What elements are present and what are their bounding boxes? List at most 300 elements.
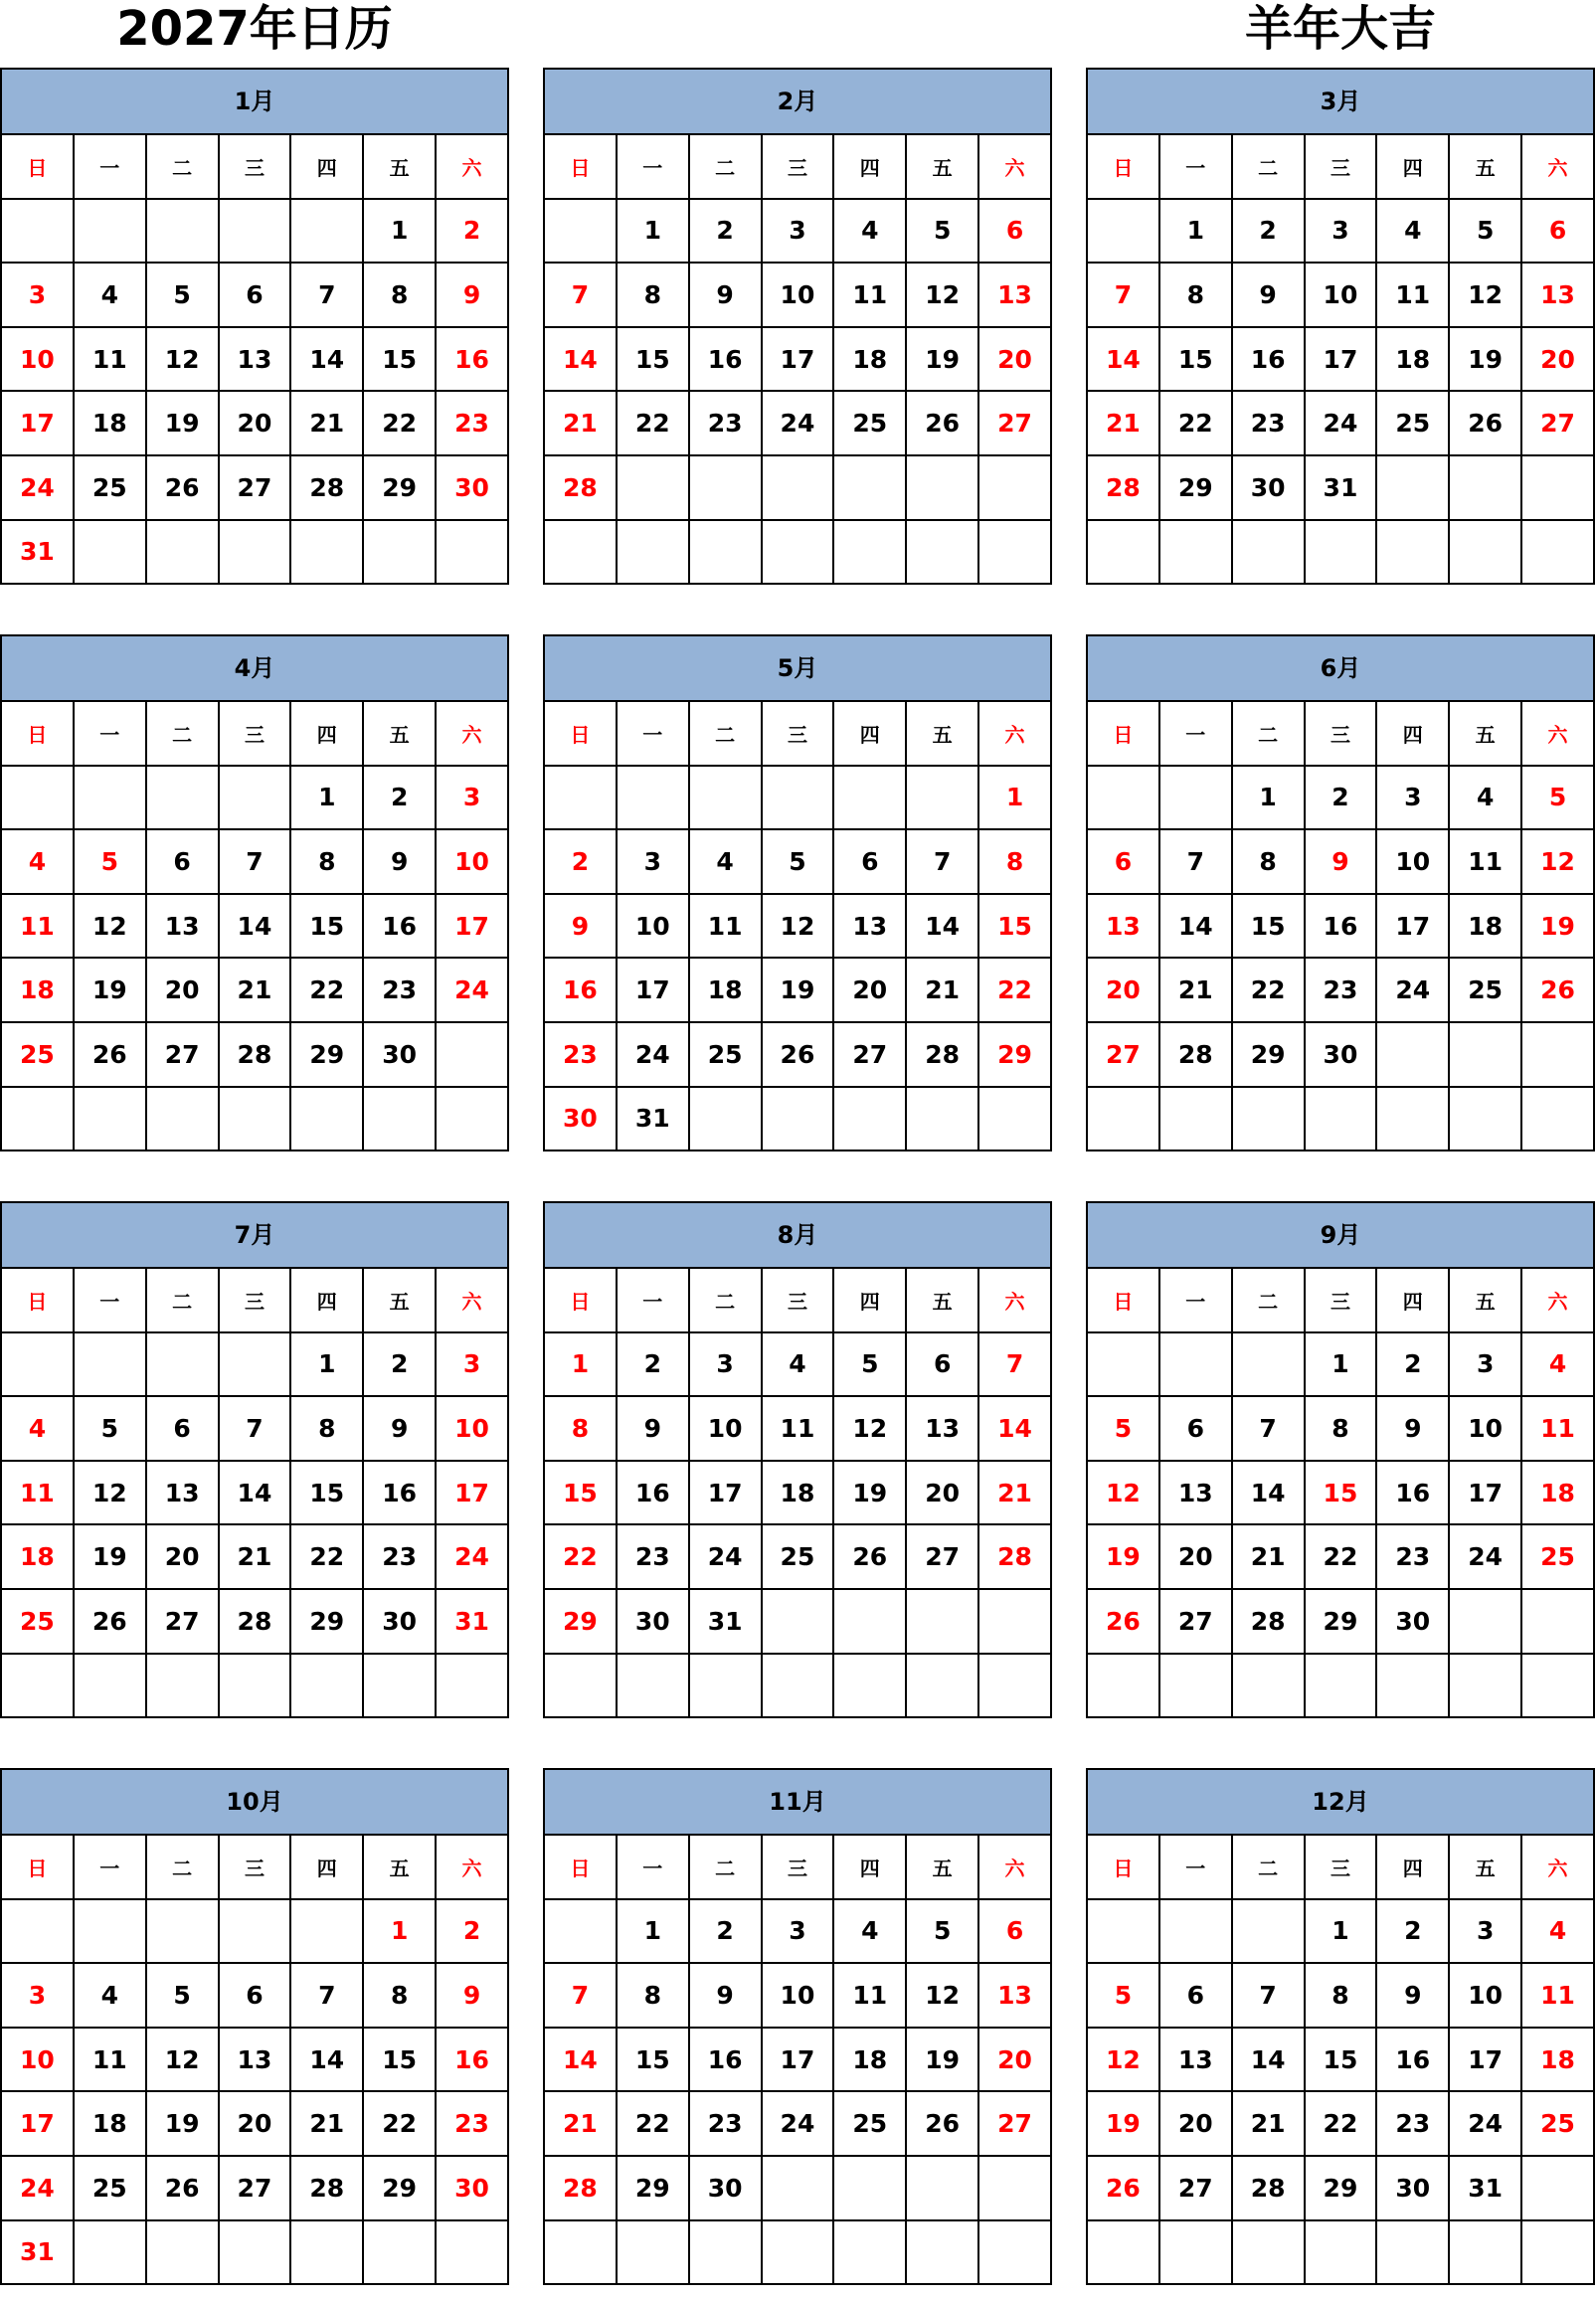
week-row	[1, 1654, 508, 1718]
day-cell: 19	[1449, 327, 1521, 392]
day-cell: 17	[1376, 894, 1449, 959]
empty-day-cell	[978, 1589, 1051, 1654]
weekday-label: 六	[1521, 701, 1594, 766]
day-cell: 28	[978, 1524, 1051, 1589]
weekday-label: 一	[1159, 134, 1232, 199]
month-block	[1086, 68, 1595, 597]
day-cell: 24	[436, 958, 508, 1022]
day-cell: 3	[762, 199, 834, 264]
empty-day-cell	[1, 1654, 74, 1718]
day-cell: 4	[833, 199, 906, 264]
weekday-header-row	[1087, 1268, 1594, 1332]
day-cell: 19	[74, 1524, 146, 1589]
day-cell: 29	[363, 455, 436, 520]
day-cell: 18	[1, 1524, 74, 1589]
day-cell: 21	[1087, 391, 1159, 455]
day-cell: 20	[1159, 1524, 1232, 1589]
day-cell: 28	[1159, 1022, 1232, 1087]
day-cell: 6	[978, 1899, 1051, 1964]
day-cell: 1	[978, 766, 1051, 830]
day-cell: 14	[1087, 327, 1159, 392]
day-cell: 25	[1376, 391, 1449, 455]
day-cell: 2	[1376, 1332, 1449, 1397]
weekday-label: 二	[689, 1835, 762, 1899]
weekday-header-row	[1087, 1835, 1594, 1899]
weekday-label: 一	[617, 1835, 689, 1899]
day-cell: 1	[544, 1332, 617, 1397]
empty-day-cell	[1159, 1087, 1232, 1151]
day-cell: 2	[436, 1899, 508, 1964]
day-cell: 2	[617, 1332, 689, 1397]
weekday-label: 三	[762, 1268, 834, 1332]
empty-day-cell	[1305, 1087, 1377, 1151]
day-cell: 8	[617, 1963, 689, 2028]
day-cell: 3	[1449, 1899, 1521, 1964]
week-row	[544, 327, 1051, 392]
weekday-label: 二	[146, 134, 219, 199]
day-cell: 16	[1376, 1461, 1449, 1525]
empty-day-cell	[1376, 1022, 1449, 1087]
weekday-label: 二	[146, 701, 219, 766]
day-cell: 18	[833, 327, 906, 392]
month-block	[543, 68, 1052, 597]
empty-day-cell	[906, 2220, 978, 2285]
empty-day-cell	[290, 520, 363, 585]
week-row	[1087, 1589, 1594, 1654]
day-cell: 28	[1232, 1589, 1305, 1654]
day-cell: 30	[544, 1087, 617, 1151]
day-cell: 27	[146, 1589, 219, 1654]
day-cell: 8	[1232, 829, 1305, 894]
empty-day-cell	[906, 1589, 978, 1654]
day-cell: 13	[978, 263, 1051, 327]
empty-day-cell	[617, 520, 689, 585]
weekday-label: 三	[1305, 1835, 1377, 1899]
day-cell: 2	[689, 1899, 762, 1964]
day-cell: 20	[1087, 958, 1159, 1022]
day-cell: 12	[74, 1461, 146, 1525]
week-row	[544, 455, 1051, 520]
empty-day-cell	[290, 1654, 363, 1718]
empty-day-cell	[1087, 1087, 1159, 1151]
day-cell: 4	[762, 1332, 834, 1397]
week-row	[1087, 1963, 1594, 2028]
day-cell: 25	[1521, 1524, 1594, 1589]
empty-day-cell	[978, 455, 1051, 520]
day-cell: 28	[544, 455, 617, 520]
day-cell: 5	[146, 1963, 219, 2028]
empty-day-cell	[219, 199, 291, 264]
month-block	[543, 1768, 1052, 2297]
weekday-label: 三	[762, 1835, 834, 1899]
weekday-label: 三	[1305, 134, 1377, 199]
weekday-header-row	[1, 1835, 508, 1899]
day-cell: 21	[906, 958, 978, 1022]
week-row	[1087, 391, 1594, 455]
day-cell: 29	[978, 1022, 1051, 1087]
day-cell: 24	[1376, 958, 1449, 1022]
day-cell: 4	[74, 263, 146, 327]
month-day-grid	[543, 700, 1052, 1151]
empty-day-cell	[74, 1654, 146, 1718]
day-cell: 15	[363, 327, 436, 392]
day-cell: 28	[290, 455, 363, 520]
empty-day-cell	[363, 2220, 436, 2285]
week-row	[544, 520, 1051, 585]
day-cell: 31	[1, 520, 74, 585]
weekday-label: 四	[290, 701, 363, 766]
day-cell: 23	[363, 958, 436, 1022]
week-row	[1087, 829, 1594, 894]
week-row	[1, 520, 508, 585]
empty-day-cell	[1159, 1654, 1232, 1718]
day-cell: 24	[762, 2091, 834, 2156]
day-cell: 1	[1305, 1332, 1377, 1397]
empty-day-cell	[617, 1654, 689, 1718]
day-cell: 17	[617, 958, 689, 1022]
day-cell: 1	[1159, 199, 1232, 264]
day-cell: 8	[363, 1963, 436, 2028]
empty-day-cell	[833, 1087, 906, 1151]
day-cell: 29	[1232, 1022, 1305, 1087]
day-cell: 10	[1, 2028, 74, 2092]
empty-day-cell	[219, 766, 291, 830]
day-cell: 14	[290, 2028, 363, 2092]
day-cell: 30	[617, 1589, 689, 1654]
week-row	[544, 958, 1051, 1022]
day-cell: 19	[906, 2028, 978, 2092]
day-cell: 13	[1159, 2028, 1232, 2092]
empty-day-cell	[689, 2220, 762, 2285]
week-row	[544, 766, 1051, 830]
empty-day-cell	[1449, 1022, 1521, 1087]
month-block	[0, 68, 509, 597]
empty-day-cell	[436, 1087, 508, 1151]
empty-day-cell	[906, 520, 978, 585]
day-cell: 30	[1232, 455, 1305, 520]
month-block	[543, 634, 1052, 1163]
day-cell: 15	[290, 894, 363, 959]
day-cell: 5	[1449, 199, 1521, 264]
week-row	[1087, 1022, 1594, 1087]
day-cell: 18	[1376, 327, 1449, 392]
day-cell: 19	[833, 1461, 906, 1525]
day-cell: 8	[1159, 263, 1232, 327]
empty-day-cell	[1232, 1087, 1305, 1151]
empty-day-cell	[146, 1332, 219, 1397]
month-day-grid	[0, 1834, 509, 2285]
week-row	[1087, 1332, 1594, 1397]
empty-day-cell	[617, 2220, 689, 2285]
week-row	[1, 829, 508, 894]
weekday-label: 四	[833, 134, 906, 199]
day-cell: 5	[74, 1396, 146, 1461]
weekday-header-row	[544, 1835, 1051, 1899]
week-row	[1087, 2091, 1594, 2156]
empty-day-cell	[436, 1654, 508, 1718]
day-cell: 15	[617, 327, 689, 392]
day-cell: 30	[363, 1589, 436, 1654]
empty-day-cell	[617, 455, 689, 520]
weekday-label: 四	[1376, 701, 1449, 766]
weekday-label: 六	[1521, 1835, 1594, 1899]
day-cell: 1	[290, 1332, 363, 1397]
day-cell: 7	[1159, 829, 1232, 894]
day-cell: 1	[363, 1899, 436, 1964]
day-cell: 24	[1305, 391, 1377, 455]
weekday-label: 一	[1159, 1268, 1232, 1332]
day-cell: 19	[1087, 2091, 1159, 2156]
week-row	[1087, 199, 1594, 264]
day-cell: 22	[290, 1524, 363, 1589]
day-cell: 2	[436, 199, 508, 264]
day-cell: 4	[1521, 1899, 1594, 1964]
day-cell: 17	[762, 327, 834, 392]
day-cell: 1	[617, 199, 689, 264]
day-cell: 7	[290, 1963, 363, 2028]
day-cell: 16	[1376, 2028, 1449, 2092]
week-row	[1087, 1899, 1594, 1964]
day-cell: 30	[1305, 1022, 1377, 1087]
empty-day-cell	[1449, 1087, 1521, 1151]
day-cell: 27	[1159, 2156, 1232, 2220]
month-block	[1086, 634, 1595, 1163]
empty-day-cell	[978, 1087, 1051, 1151]
day-cell: 10	[1449, 1396, 1521, 1461]
weekday-header-row	[544, 134, 1051, 199]
weekday-label: 一	[74, 1835, 146, 1899]
empty-day-cell	[363, 1654, 436, 1718]
day-cell: 25	[1, 1022, 74, 1087]
day-cell: 12	[833, 1396, 906, 1461]
day-cell: 9	[363, 829, 436, 894]
day-cell: 13	[219, 327, 291, 392]
day-cell: 1	[290, 766, 363, 830]
day-cell: 12	[146, 2028, 219, 2092]
day-cell: 27	[1521, 391, 1594, 455]
day-cell: 19	[146, 2091, 219, 2156]
week-row	[544, 2091, 1051, 2156]
day-cell: 25	[1521, 2091, 1594, 2156]
empty-day-cell	[1232, 1899, 1305, 1964]
day-cell: 31	[436, 1589, 508, 1654]
empty-day-cell	[219, 1087, 291, 1151]
empty-day-cell	[1087, 1332, 1159, 1397]
empty-day-cell	[1159, 520, 1232, 585]
empty-day-cell	[1449, 2220, 1521, 2285]
day-cell: 25	[1449, 958, 1521, 1022]
month-day-grid	[543, 133, 1052, 585]
weekday-label: 一	[74, 134, 146, 199]
day-cell: 20	[978, 327, 1051, 392]
month-title: 5月	[543, 634, 1052, 700]
week-row	[1087, 455, 1594, 520]
day-cell: 7	[219, 829, 291, 894]
weekday-label: 六	[436, 134, 508, 199]
day-cell: 18	[1521, 2028, 1594, 2092]
empty-day-cell	[1449, 455, 1521, 520]
week-row	[544, 1899, 1051, 1964]
day-cell: 25	[689, 1022, 762, 1087]
day-cell: 23	[436, 391, 508, 455]
weekday-label: 日	[544, 134, 617, 199]
day-cell: 23	[689, 391, 762, 455]
empty-day-cell	[689, 1087, 762, 1151]
weekday-label: 五	[1449, 134, 1521, 199]
day-cell: 30	[436, 455, 508, 520]
day-cell: 30	[1376, 2156, 1449, 2220]
month-day-grid	[1086, 700, 1595, 1151]
week-row	[1087, 958, 1594, 1022]
day-cell: 12	[1449, 263, 1521, 327]
empty-day-cell	[1521, 2156, 1594, 2220]
weekday-label: 日	[1087, 134, 1159, 199]
weekday-header-row	[1087, 134, 1594, 199]
day-cell: 20	[146, 1524, 219, 1589]
day-cell: 15	[1305, 1461, 1377, 1525]
week-row	[1, 2156, 508, 2220]
day-cell: 18	[74, 2091, 146, 2156]
empty-day-cell	[1305, 520, 1377, 585]
day-cell: 27	[219, 2156, 291, 2220]
day-cell: 12	[762, 894, 834, 959]
weekday-label: 日	[1, 1835, 74, 1899]
day-cell: 23	[436, 2091, 508, 2156]
month-day-grid	[0, 133, 509, 585]
day-cell: 8	[1305, 1396, 1377, 1461]
month-title: 10月	[0, 1768, 509, 1834]
day-cell: 3	[762, 1899, 834, 1964]
week-row	[1087, 1654, 1594, 1718]
day-cell: 22	[290, 958, 363, 1022]
day-cell: 16	[436, 2028, 508, 2092]
day-cell: 16	[617, 1461, 689, 1525]
day-cell: 12	[146, 327, 219, 392]
day-cell: 10	[436, 1396, 508, 1461]
week-row	[544, 263, 1051, 327]
day-cell: 21	[219, 958, 291, 1022]
day-cell: 22	[978, 958, 1051, 1022]
day-cell: 13	[1087, 894, 1159, 959]
day-cell: 16	[544, 958, 617, 1022]
empty-day-cell	[436, 2220, 508, 2285]
day-cell: 11	[1376, 263, 1449, 327]
weekday-label: 三	[762, 134, 834, 199]
weekday-label: 一	[617, 701, 689, 766]
weekday-header-row	[544, 701, 1051, 766]
empty-day-cell	[544, 1654, 617, 1718]
day-cell: 13	[1521, 263, 1594, 327]
day-cell: 8	[544, 1396, 617, 1461]
empty-day-cell	[1376, 520, 1449, 585]
empty-day-cell	[978, 2156, 1051, 2220]
day-cell: 14	[978, 1396, 1051, 1461]
day-cell: 6	[833, 829, 906, 894]
empty-day-cell	[833, 1654, 906, 1718]
week-row	[1, 1524, 508, 1589]
day-cell: 12	[1087, 1461, 1159, 1525]
day-cell: 13	[833, 894, 906, 959]
month-title: 8月	[543, 1201, 1052, 1267]
day-cell: 7	[1232, 1963, 1305, 2028]
week-row	[1, 1589, 508, 1654]
empty-day-cell	[906, 1087, 978, 1151]
day-cell: 5	[833, 1332, 906, 1397]
weekday-label: 日	[544, 1268, 617, 1332]
week-row	[1, 455, 508, 520]
day-cell: 20	[219, 391, 291, 455]
week-row	[544, 829, 1051, 894]
day-cell: 10	[436, 829, 508, 894]
day-cell: 9	[544, 894, 617, 959]
day-cell: 10	[762, 1963, 834, 2028]
day-cell: 20	[1159, 2091, 1232, 2156]
day-cell: 11	[1, 894, 74, 959]
day-cell: 16	[689, 327, 762, 392]
day-cell: 15	[1305, 2028, 1377, 2092]
week-row	[1, 1022, 508, 1087]
week-row	[1, 199, 508, 264]
empty-day-cell	[1521, 520, 1594, 585]
empty-day-cell	[544, 766, 617, 830]
empty-day-cell	[290, 1899, 363, 1964]
day-cell: 10	[617, 894, 689, 959]
empty-day-cell	[436, 520, 508, 585]
day-cell: 15	[544, 1461, 617, 1525]
day-cell: 14	[1232, 2028, 1305, 2092]
empty-day-cell	[1376, 1087, 1449, 1151]
weekday-label: 六	[978, 701, 1051, 766]
weekday-label: 二	[689, 701, 762, 766]
empty-day-cell	[1521, 1589, 1594, 1654]
day-cell: 26	[833, 1524, 906, 1589]
day-cell: 31	[1305, 455, 1377, 520]
empty-day-cell	[74, 520, 146, 585]
day-cell: 2	[363, 766, 436, 830]
empty-day-cell	[1232, 520, 1305, 585]
day-cell: 11	[833, 263, 906, 327]
day-cell: 21	[978, 1461, 1051, 1525]
day-cell: 16	[689, 2028, 762, 2092]
day-cell: 29	[544, 1589, 617, 1654]
weekday-label: 三	[1305, 701, 1377, 766]
week-row	[1, 1396, 508, 1461]
day-cell: 8	[290, 1396, 363, 1461]
day-cell: 25	[833, 391, 906, 455]
day-cell: 2	[1305, 766, 1377, 830]
day-cell: 11	[1521, 1396, 1594, 1461]
weekday-label: 五	[363, 1835, 436, 1899]
day-cell: 7	[978, 1332, 1051, 1397]
empty-day-cell	[1521, 455, 1594, 520]
day-cell: 20	[833, 958, 906, 1022]
week-row	[1, 766, 508, 830]
weekday-label: 六	[978, 1835, 1051, 1899]
empty-day-cell	[833, 2156, 906, 2220]
day-cell: 19	[146, 391, 219, 455]
month-title: 2月	[543, 68, 1052, 133]
empty-day-cell	[146, 1087, 219, 1151]
day-cell: 4	[1, 829, 74, 894]
day-cell: 23	[1376, 2091, 1449, 2156]
empty-day-cell	[689, 1654, 762, 1718]
empty-day-cell	[906, 766, 978, 830]
empty-day-cell	[689, 520, 762, 585]
day-cell: 23	[1305, 958, 1377, 1022]
day-cell: 3	[436, 1332, 508, 1397]
empty-day-cell	[219, 520, 291, 585]
empty-day-cell	[1087, 1899, 1159, 1964]
